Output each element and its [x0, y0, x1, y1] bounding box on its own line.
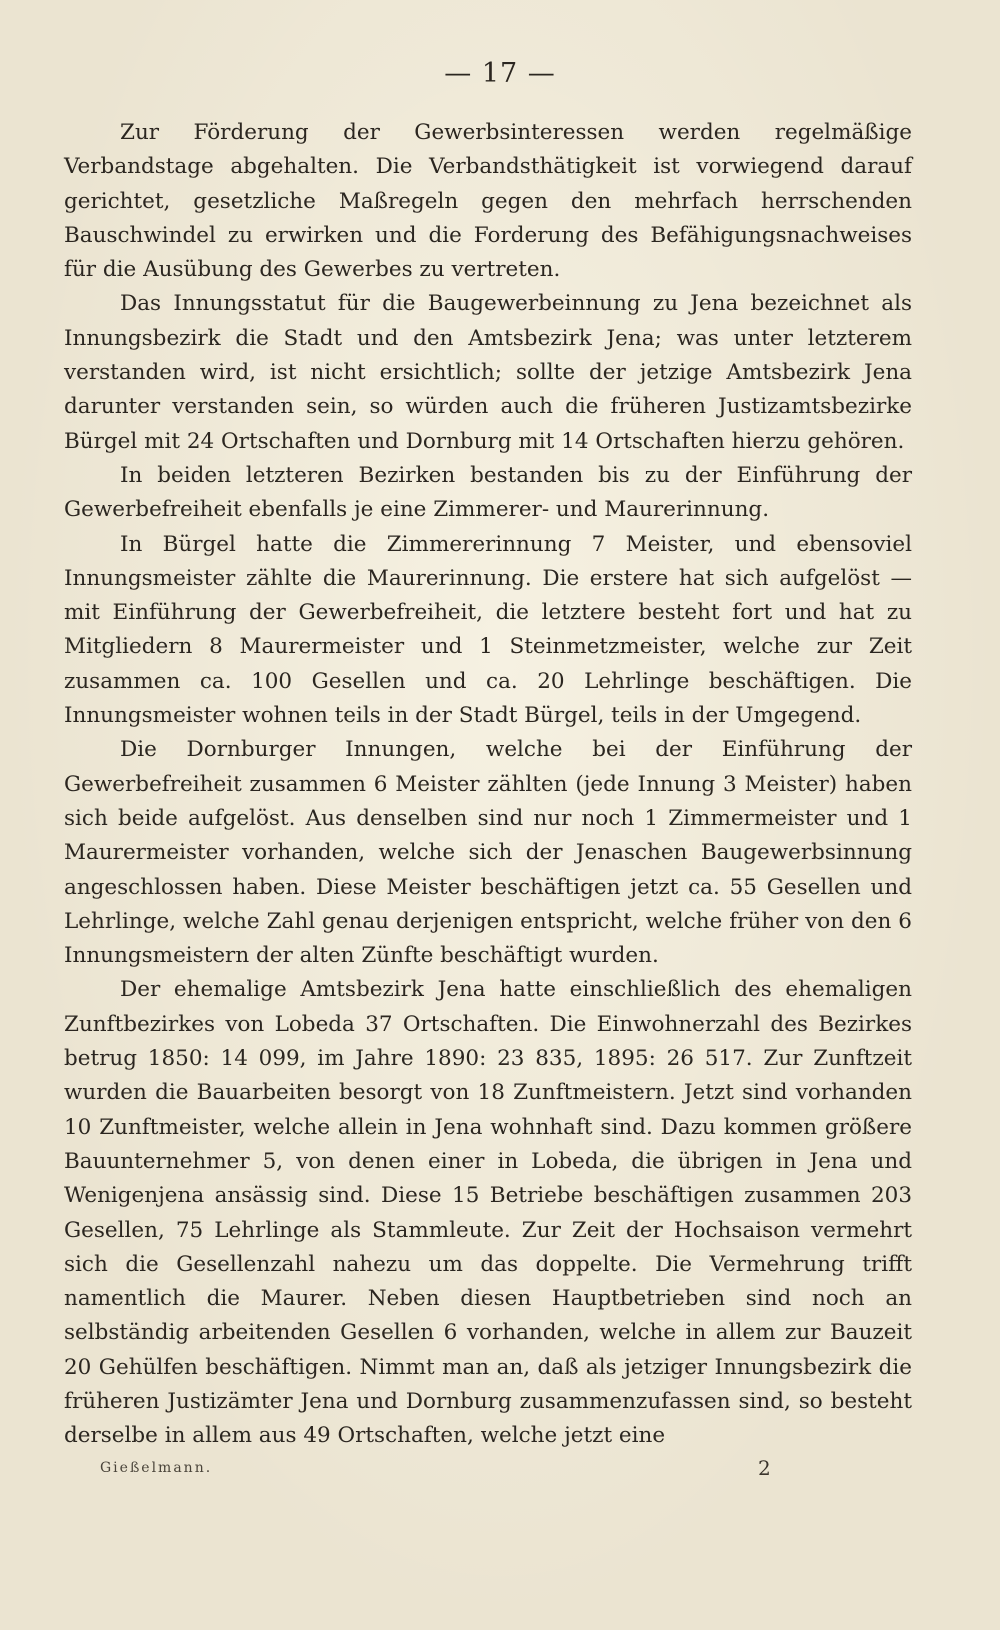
sheet-mark: 2 — [758, 1456, 771, 1480]
printer-signature: Gießelmann. — [100, 1460, 213, 1476]
page-footer — [0, 1456, 1000, 1490]
body-text — [64, 116, 912, 1454]
page-number: — 17 — — [444, 58, 556, 89]
paragraph: In beiden letzteren Bezirken bestanden bis zu der Einführung der Gewerbefreiheit ebenfalls je eine Zimmerer- und Maurerinnung. — [64, 462, 912, 523]
paragraph: Die Dornburger Innungen, welche bei der Einführung der Gewerbefreiheit zusammen 6 Meister zählten (jede Innung 3 Meister) haben sich beide aufgelöst. Aus denselben sind nur noch 1 Zimmermeister und 1 Maurermeister vorhanden, welche sich der Jenaschen Baugewerbsinnung angeschlossen haben. Diese Meister beschäftigen jetzt ca. 55 Gesellen und Lehrlinge, welche Zahl genau derjenigen entspricht, welche früher von den 6 Innungsmeistern der alten Zünfte beschäftigt wurden. — [64, 737, 912, 969]
paragraph: Das Innungsstatut für die Baugewerbeinnung zu Jena bezeichnet als Innungsbezirk die Stadt und den Amtsbezirk Jena; was unter letzterem verstanden wird, ist nicht ersichtlich; sollte der jetzige Amtsbezirk Jena darunter verstanden sein, so würden auch die früheren Justizamtsbezirke Bürgel mit 24 Ortschaften und Dornburg mit 14 Ortschaften hierzu gehören. — [64, 291, 912, 454]
paragraph: In Bürgel hatte die Zimmererinnung 7 Meister, und ebensoviel Innungsmeister zählte die Maurerinnung. Die erstere hat sich aufgelöst — mit Einführung der Gewerbefreiheit, die letztere besteht fort und hat zu Mitgliedern 8 Maurermeister und 1 Steinmetzmeister, welche zur Zeit zusammen ca. 100 Gesellen und ca. 20 Lehrlinge beschäftigen. Die Innungsmeister wohnen teils in der Stadt Bürgel, teils in der Umgegend. — [64, 531, 912, 729]
paragraph: Zur Förderung der Gewerbsinteressen werden regelmäßige Verbandstage abgehalten. Die Verbandsthätigkeit ist vorwiegend darauf gerichtet, gesetzliche Maßregeln gegen den mehrfach herrschenden Bauschwindel zu erwirken und die Forderung des Befähigungsnachweises für die Ausübung des Gewerbes zu vertreten. — [64, 120, 912, 283]
paragraph: Der ehemalige Amtsbezirk Jena hatte einschließlich des ehemaligen Zunftbezirkes von Lobeda 37 Ortschaften. Die Einwohnerzahl des Bezirkes betrug 1850: 14 099, im Jahre 1890: 23 835, 1895: 26 517. Zur Zunftzeit wurden die Bauarbeiten besorgt von 18 Zunftmeistern. Jetzt sind vorhanden 10 Zunftmeister, welche allein in Jena wohnhaft sind. Dazu kommen größere Bauunternehmer 5, von denen einer in Lobeda, die übrigen in Jena und Wenigenjena ansässig sind. Diese 15 Betriebe beschäftigen zusammen 203 Gesellen, 75 Lehrlinge als Stammleute. Zur Zeit der Hochsaison vermehrt sich die Gesellenzahl nahezu um das doppelte. Die Vermehrung trifft namentlich die Maurer. Neben diesen Hauptbetrieben sind noch an selbständig arbeitenden Gesellen 6 vorhanden, welche in allem zur Bauzeit 20 Gehülfen beschäftigen. Nimmt man an, daß als jetziger Innungsbezirk die früheren Justizämter Jena und Dornburg zusammenzufassen sind, so besteht derselbe in allem aus 49 Ortschaften, welche jetzt eine — [64, 977, 912, 1449]
